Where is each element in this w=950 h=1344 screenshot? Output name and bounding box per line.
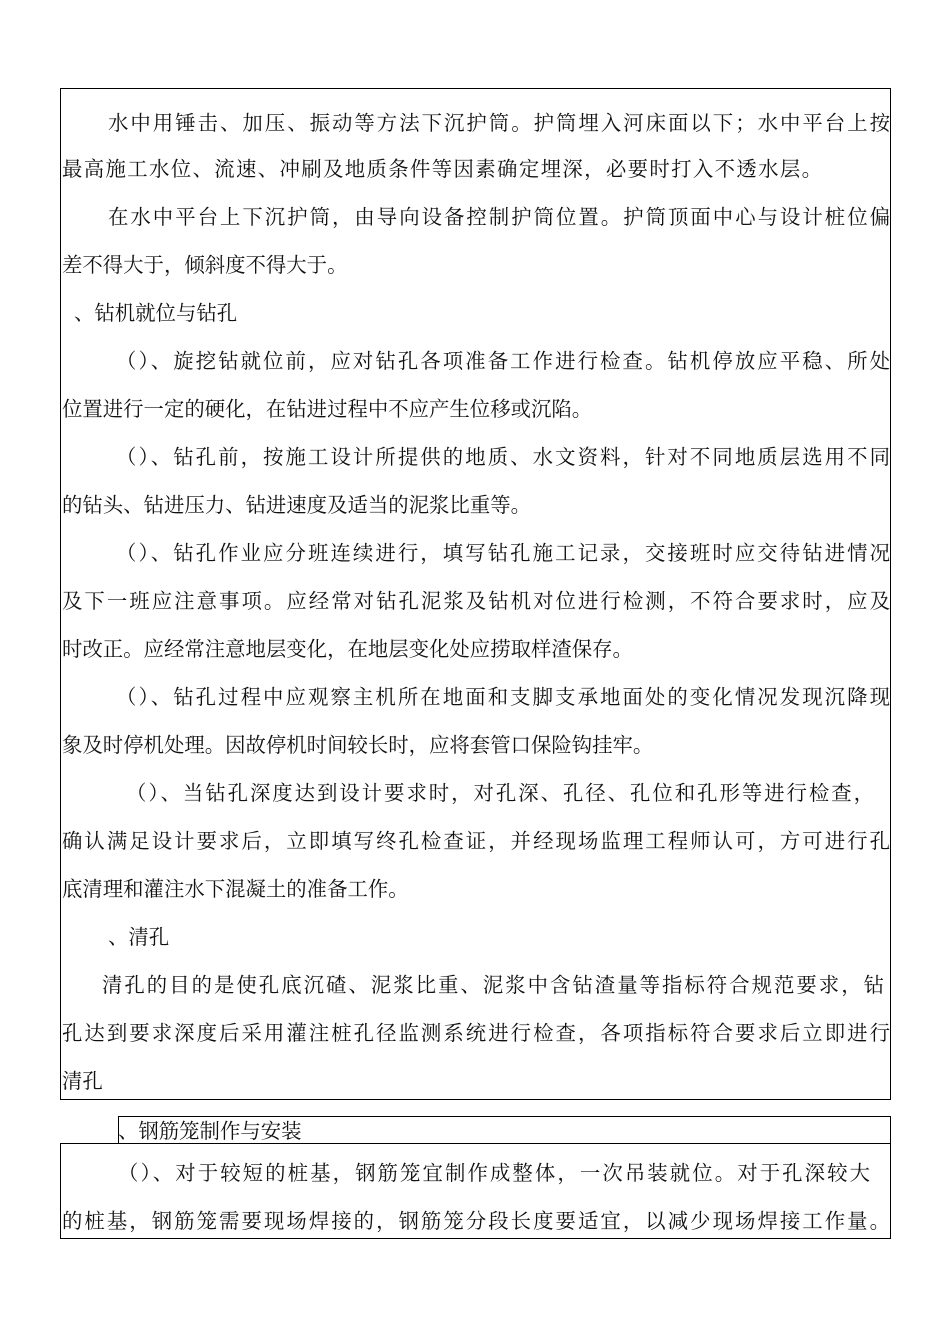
- paragraph-line: 底清理和灌注水下混凝土的准备工作。: [62, 877, 409, 901]
- paragraph-line: 清孔的目的是使孔底沉碴、泥浆比重、泥浆中含钻渣量等指标符合规范要求，钻: [102, 973, 884, 997]
- paragraph-line: （）、对于较短的桩基，钢筋笼宜制作成整体，一次吊装就位。对于孔深较大: [118, 1161, 870, 1185]
- paragraph-line: 位置进行一定的硬化，在钻进过程中不应产生位移或沉陷。: [62, 397, 593, 421]
- section-heading: 、清孔: [108, 925, 170, 949]
- paragraph-line: （）、钻孔作业应分班连续进行，填写钻孔施工记录，交接班时应交待钻进情况: [116, 541, 890, 565]
- paragraph-line: 水中用锤击、加压、振动等方法下沉护筒。护筒埋入河床面以下；水中平台上按: [108, 111, 890, 135]
- paragraph-line: 差不得大于，倾斜度不得大于。: [62, 253, 348, 277]
- paragraph-line: （）、当钻孔深度达到设计要求时，对孔深、孔径、孔位和孔形等进行检查，: [126, 781, 874, 805]
- paragraph-line: 时改正。应经常注意地层变化，在地层变化处应捞取样渣保存。: [62, 637, 633, 661]
- section-heading: 、钻机就位与钻孔: [74, 301, 238, 325]
- paragraph-line: 象及时停机处理。因故停机时间较长时，应将套管口保险钩挂牢。: [62, 733, 654, 757]
- paragraph-line: 清孔: [62, 1069, 103, 1093]
- paragraph-line: 孔达到要求深度后采用灌注桩孔径监测系统进行检查，各项指标符合要求后立即进行: [62, 1021, 890, 1045]
- paragraph-line: 及下一班应注意事项。应经常对钻孔泥浆及钻机对位进行检测，不符合要求时，应及: [62, 589, 890, 613]
- paragraph-line: 的钻头、钻进压力、钻进速度及适当的泥浆比重等。: [62, 493, 531, 517]
- paragraph-line: （）、钻孔前，按施工设计所提供的地质、水文资料，针对不同地质层选用不同: [116, 445, 890, 469]
- paragraph-line: （）、旋挖钻就位前，应对钻孔各项准备工作进行检查。钻机停放应平稳、所处: [116, 349, 890, 373]
- paragraph-line: 的桩基，钢筋笼需要现场焊接的，钢筋笼分段长度要适宜，以减少现场焊接工作量。: [62, 1209, 890, 1233]
- section-header-title: 、钢筋笼制作与安装: [118, 1119, 302, 1143]
- paragraph-line: 确认满足设计要求后，立即填写终孔检查证，并经现场监理工程师认可，方可进行孔: [62, 829, 890, 853]
- paragraph-line: 在水中平台上下沉护筒，由导向设备控制护筒位置。护筒顶面中心与设计桩位偏: [108, 205, 890, 229]
- paragraph-line: （）、钻孔过程中应观察主机所在地面和支脚支承地面处的变化情况发现沉降现: [116, 685, 890, 709]
- paragraph-line: 最高施工水位、流速、冲刷及地质条件等因素确定埋深，必要时打入不透水层。: [62, 157, 822, 181]
